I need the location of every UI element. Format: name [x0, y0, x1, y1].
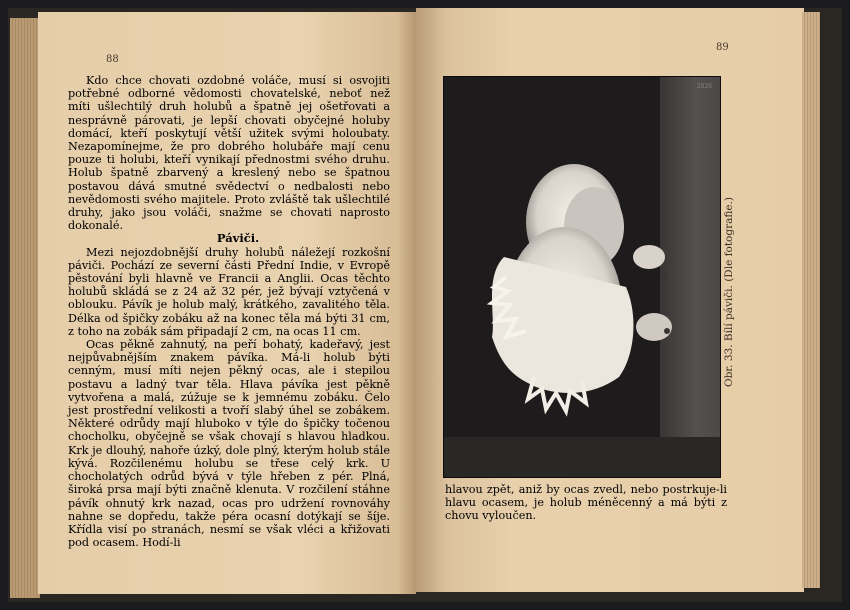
photo-mark: 2026: [696, 83, 712, 90]
section-heading: Páviči.: [216, 231, 260, 246]
pigeon-photo: [443, 76, 721, 478]
figure-caption: Obr. 33. Bílí páviči. (Dle fotografie.): [723, 196, 735, 388]
page-number-right: 89: [716, 42, 729, 53]
page-edges-right: [802, 12, 820, 588]
paragraph-intro: Kdo chce chovati ozdobné voláče, musí si osvojiti potřebné odborné vědomosti chovatelské, neboť než míti ušlechtilý druh holubů a špatně jej ošetřovati a nesprávně párovati, je lepší chovati obyčejné holuby domácí, kteří poskytují větší užitek svými holoubaty. Nezapomínejme, že pro dobrého holubáře mají cenu pouze ti holubi, kteří vynikají přednostmi svého druhu. Holub špatně zbarvený a kreslený nebo se špatnou postavou dává smutné svědectví o nedbalosti nebo nevědomosti svého majitele. Proto zvláště tak ušlechtilé druhy, jako jsou voláči, snažme se chovati naprosto dokonalé.: [68, 74, 390, 233]
page-edges-left: [10, 18, 40, 598]
right-page-text: [445, 483, 727, 523]
white-fantail-pigeons-image: [444, 77, 720, 477]
paragraph-description: Ocas pěkně zahnutý, na peří bohatý, kadeřavý, jest nejpůvabnějším znakem pávíka. Má-li holub býti cenným, musí míti nejen pěkný ocas, ale i stepilou postavu a ladný tvar těla. Hlava pávíka jest pěkně vytvořena a malá, zúžuje se k jemnému zobáku. Čelo jest prostřední velikosti a tvoří slabý úhel se zobákem. Některé odrůdy mají hluboko v týle do špičky točenou chocholku, obyčejně se však chovají s hlavou hladkou. Krk je dlouhý, nahoře úzký, dole plný, kterým holub stále kývá. Rozčilenému holubu se třese celý krk. U chocholatých odrůd bývá v týle hřeben z pér. Plná, široká prsa mají býti značně klenuta. V rozčilení stáhne pávík ohnutý krk nazad, ocas pro udržení rovnováhy nahne se dopředu, takže péra ocasní dotýkají se šíje. Křídla visí po stranách, nesmí se však vléci a křižovati pod ocasem. Hodí-li: [68, 338, 390, 550]
left-page-text: [68, 74, 390, 549]
paragraph-continuation: hlavou zpět, aniž by ocas zvedl, nebo postrkuje-li hlavu ocasem, je holub méněcenný a má býti z chovu vyloučen.: [445, 483, 727, 523]
paragraph-origin: Mezi nejozdobnější druhy holubů náležejí rozkošní páviči. Pochází ze severní části Přední Indie, v Evropě pěstování byli hlavně ve Francii a Anglii. Ocas těchto holubů skládá se z 24 až 32 pér, jež bývají vztyčená v oblouku. Pávík je holub malý, krátkého, zavalitého těla. Délka od špičky zobáku až na konec těla má býti 31 cm, z toho na zobák sám připadají 2 cm, na ocas 11 cm.: [68, 245, 390, 338]
page-number-left: 88: [106, 54, 119, 65]
